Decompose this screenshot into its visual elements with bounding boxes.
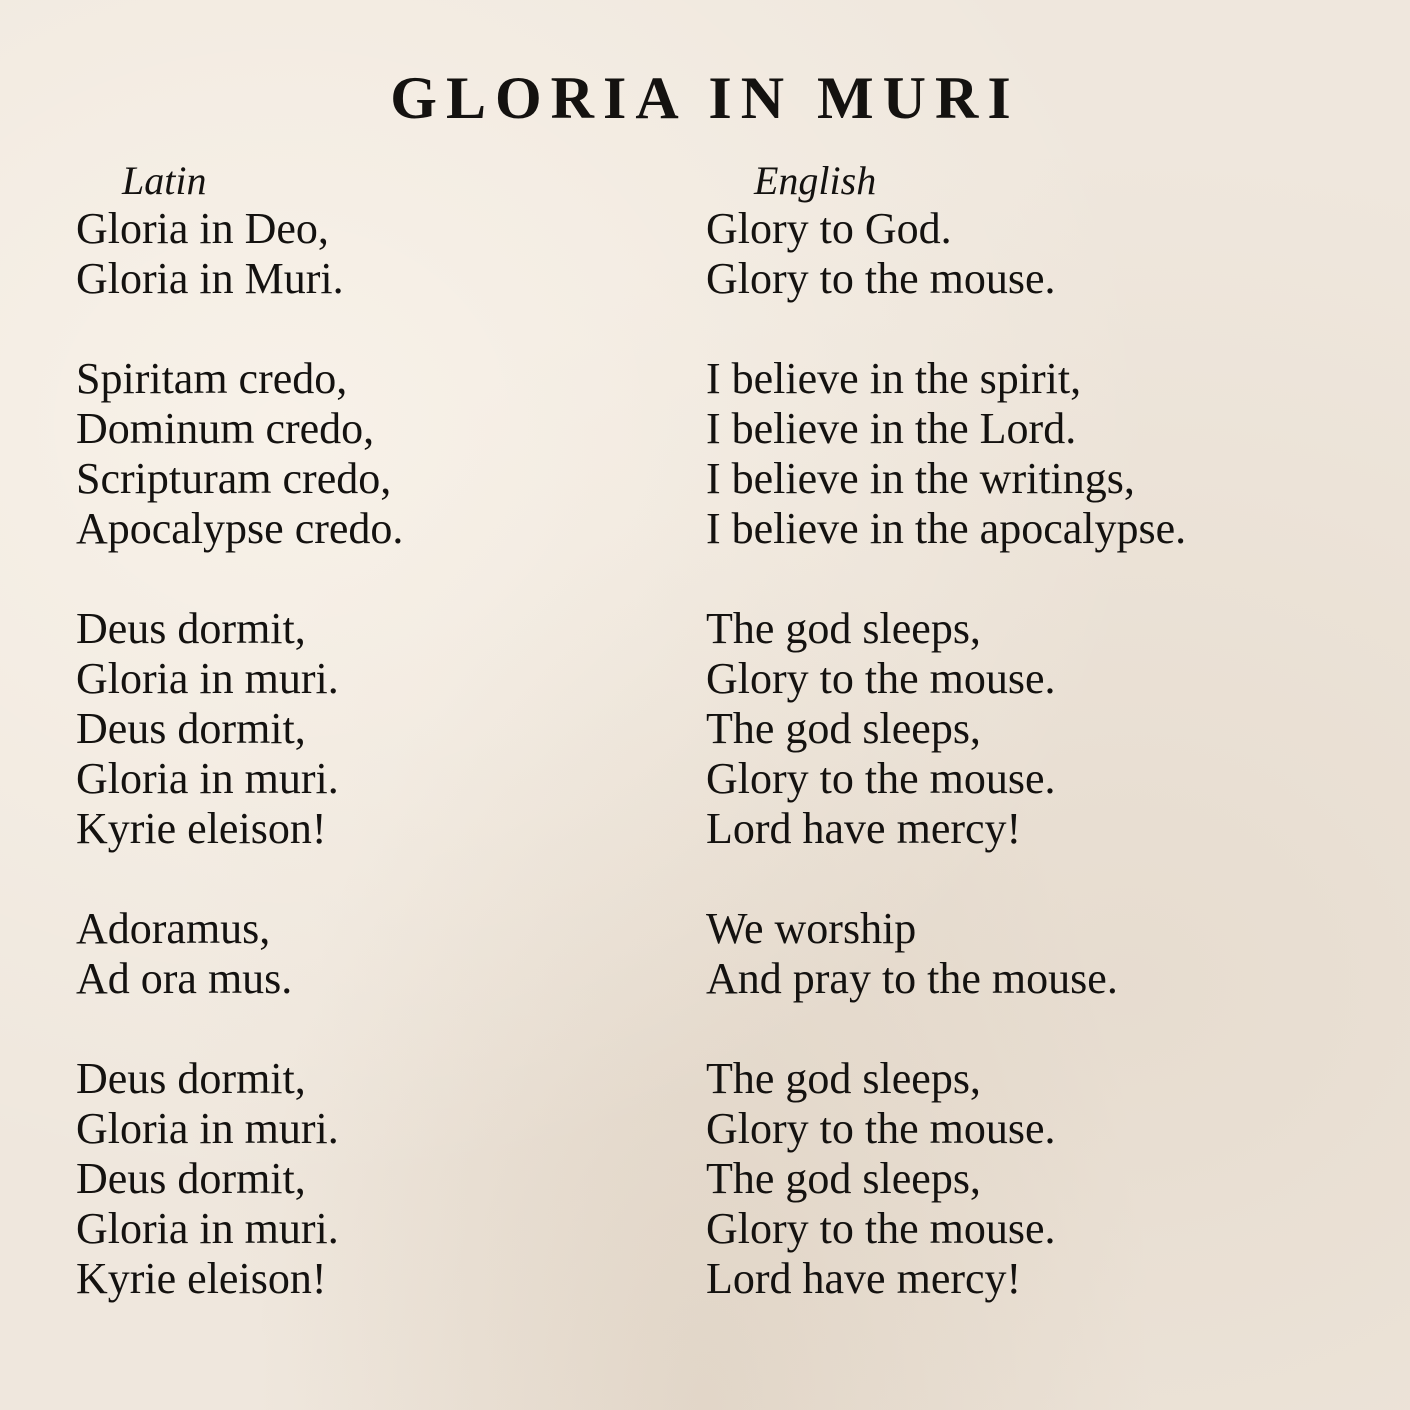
verse-line: Spiritam credo, <box>76 354 348 403</box>
verse-line: I believe in the spirit, <box>706 354 1082 403</box>
verse-line: The god sleeps, <box>706 604 981 653</box>
latin-stanza-3 <box>76 604 676 854</box>
verse-line: Glory to the mouse. <box>706 254 1056 303</box>
verse-line: Gloria in Muri. <box>76 254 344 303</box>
english-stanza-3 <box>706 604 1396 854</box>
english-heading: English <box>754 158 877 203</box>
english-stanza-5 <box>706 1054 1396 1304</box>
verse-line: I believe in the Lord. <box>706 404 1077 453</box>
verse-line: Kyrie eleison! <box>76 804 327 853</box>
verse-line: Gloria in muri. <box>76 754 339 803</box>
verse-line: The god sleeps, <box>706 1154 981 1203</box>
verse-line: Kyrie eleison! <box>76 1254 327 1303</box>
english-stanza-4 <box>706 904 1396 1004</box>
verse-line: Deus dormit, <box>76 604 306 653</box>
verse-line: Glory to the mouse. <box>706 1104 1056 1153</box>
page-title: GLORIA IN MURI <box>390 65 1020 131</box>
latin-stanza-2 <box>76 354 676 554</box>
verse-line: The god sleeps, <box>706 704 981 753</box>
verse-line: Scripturam credo, <box>76 454 392 503</box>
verse-line: Gloria in muri. <box>76 654 339 703</box>
verse-line: We worship <box>706 904 917 953</box>
verse-line: Deus dormit, <box>76 1154 306 1203</box>
english-stanza-2 <box>706 354 1396 554</box>
english-column <box>706 158 1396 1304</box>
verse-line: Adoramus, <box>76 904 271 953</box>
verse-line: Glory to God. <box>706 204 952 253</box>
verse-line: Glory to the mouse. <box>706 1204 1056 1253</box>
verse-line: Glory to the mouse. <box>706 754 1056 803</box>
verse-line: Gloria in Deo, <box>76 204 329 253</box>
latin-stanza-1 <box>76 204 676 304</box>
verse-line: Glory to the mouse. <box>706 654 1056 703</box>
verse-line: I believe in the writings, <box>706 454 1135 503</box>
latin-stanza-4 <box>76 904 676 1004</box>
verse-line: The god sleeps, <box>706 1054 981 1103</box>
latin-column <box>76 158 676 1304</box>
verse-line: Lord have mercy! <box>706 1254 1022 1303</box>
verse-line: And pray to the mouse. <box>706 954 1118 1003</box>
latin-stanza-5 <box>76 1054 676 1304</box>
verse-line: Deus dormit, <box>76 704 306 753</box>
verse-line: I believe in the apocalypse. <box>706 504 1187 553</box>
latin-heading: Latin <box>122 158 207 203</box>
verse-line: Gloria in muri. <box>76 1204 339 1253</box>
verse-line: Deus dormit, <box>76 1054 306 1103</box>
verse-line: Lord have mercy! <box>706 804 1022 853</box>
english-stanza-1 <box>706 204 1396 304</box>
verse-line: Gloria in muri. <box>76 1104 339 1153</box>
verse-line: Apocalypse credo. <box>76 504 404 553</box>
verse-line: Ad ora mus. <box>76 954 293 1003</box>
verse-line: Dominum credo, <box>76 404 375 453</box>
